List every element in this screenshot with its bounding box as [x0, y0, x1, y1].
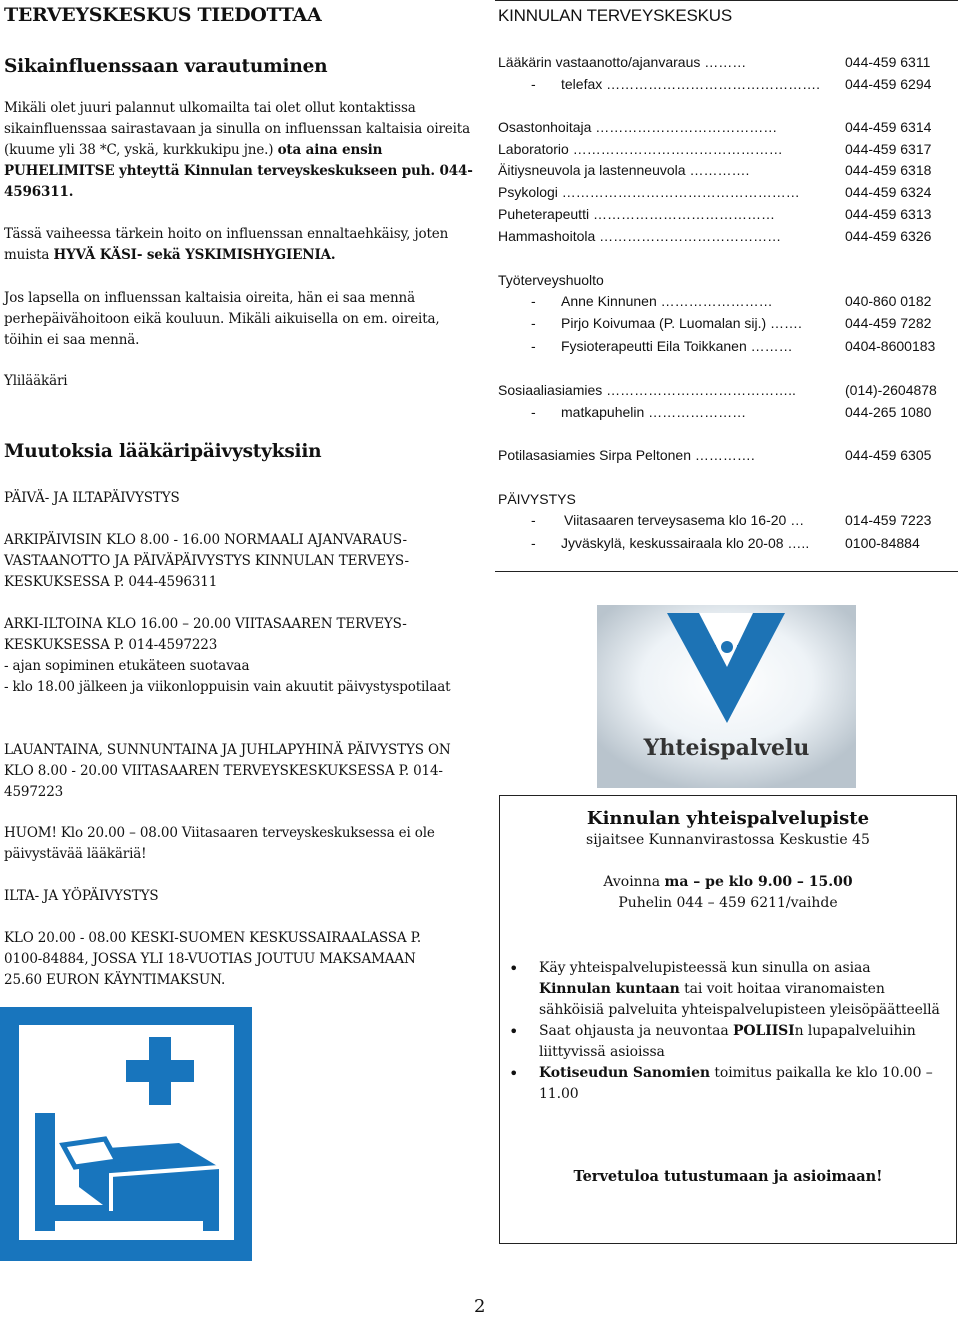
row-occ-3-number: 0404-8600183 — [845, 338, 936, 354]
row-occ-2-dash: - — [531, 315, 536, 331]
row-speech-number: 044-459 6313 — [845, 206, 932, 222]
occ-health-title: Työterveyshuolto — [498, 272, 604, 288]
row-duty-2-number: 0100-84884 — [845, 535, 920, 551]
row-duty-1 — [498, 512, 960, 532]
row-psych-number: 044-459 6324 — [845, 184, 932, 200]
row-doctor — [498, 54, 960, 74]
row-duty-1-number: 014-459 7223 — [845, 512, 932, 528]
service-bullet-1 — [499, 958, 941, 1021]
duty-section-title: PÄIVYSTYS — [498, 491, 576, 507]
flu-paragraph-3: Jos lapsella on influenssan kaltaisia oireita, hän ei saa mennä perhepäivähoitoon eikä kouluun. Mikäli aikuisella on em. oireita, töihin ei saa mennä. — [4, 290, 440, 348]
row-speech-label: Puheterapeutti ………………………………… — [498, 206, 775, 222]
duty-evening: ARKI-ILTOINA KLO 16.00 – 20.00 VIITASAAREN TERVEYS-KESKUKSESSA P. 014-4597223 — [4, 616, 407, 653]
row-ombudsman-label: Potilasasiamies Sirpa Peltonen …………. — [498, 447, 755, 463]
row-dental-label: Hammashoitola ………………………………… — [498, 228, 782, 244]
flu-title: Sikainfluenssaan varautuminen — [4, 56, 328, 77]
duty-weekend: LAUANTAINA, SUNNUNTAINA JA JUHLAPYHINÄ PÄIVYSTYS ON KLO 8.00 - 20.00 VIITASAAREN TERVEYSKESKUKSESSA P. 014-4597223 — [4, 742, 451, 800]
service-bullet-1-bold: Kinnulan kuntaan — [539, 981, 680, 997]
row-occ-3 — [498, 338, 960, 358]
row-doctor-label: Lääkärin vastaanotto/ajanvaraus ……… — [498, 54, 747, 70]
row-occ-1 — [498, 293, 960, 313]
row-lab-label: Laboratorio ……………………………………… — [498, 141, 783, 157]
flu-p2-bold: HYVÄ KÄSI- sekä YSKIMISHYGIENIA. — [53, 247, 336, 263]
duty-evening-note-2: - klo 18.00 jälkeen ja viikonloppuisin vain akuutit päivystyspotilaat — [4, 679, 451, 695]
row-dental-number: 044-459 6326 — [845, 228, 932, 244]
row-fax-label: telefax ………………………………………. — [561, 76, 821, 92]
row-occ-2-number: 044-459 7282 — [845, 315, 932, 331]
service-bullet-3 — [499, 1063, 941, 1105]
row-duty-2-dash: - — [531, 535, 536, 551]
row-occ-3-label: Fysioterapeutti Eila Toikkanen ……… — [561, 338, 793, 354]
flu-p1-bold: ota aina ensin PUHELIMITSE yhteyttä Kinnulan terveyskeskukseen puh. 044-4596311. — [4, 142, 473, 200]
yhteispalvelu-logo-text: Yhteispalvelu — [643, 735, 810, 761]
directory-title: KINNULAN TERVEYSKESKUS — [498, 6, 732, 25]
service-location: sijaitsee Kunnanvirastossa Keskustie 45 — [586, 832, 870, 848]
directory-bottom-rule — [495, 571, 958, 572]
duty-evening-note-1: - ajan sopiminen etukäteen suotavaa — [4, 658, 250, 674]
row-nurse-label: Osastonhoitaja ………………………………… — [498, 119, 778, 135]
flu-p2-text: Tässä vaiheessa tärkein hoito on influenssan ennaltaehkäisy, joten muista — [4, 226, 449, 263]
row-maternity — [498, 162, 960, 182]
flu-paragraph-2 — [4, 224, 474, 266]
row-maternity-number: 044-459 6318 — [845, 162, 932, 178]
duty-weekday: ARKIPÄIVISIN KLO 8.00 - 16.00 NORMAALI AJANVARAUS-VASTAANOTTO JA PÄIVÄPÄIVYSTYS KINNULAN TERVEYS-KESKUKSESSA P. 044-4596311 — [4, 532, 409, 590]
service-bullet-2-text: Saat ohjausta ja neuvontaa — [539, 1023, 733, 1039]
row-speech — [498, 206, 960, 226]
service-title: Kinnulan yhteispalvelupiste — [586, 808, 870, 829]
row-nurse — [498, 119, 960, 139]
service-bullet-3-rest: toimitus paikalla ke klo 10.00 – 11.00 — [539, 1065, 933, 1102]
row-duty-2 — [498, 535, 960, 555]
service-bullet-3-bold: Kotiseudun Sanomien — [539, 1065, 710, 1081]
service-list — [499, 958, 941, 1105]
service-bullet-1-text: Käy yhteispalvelupisteessä kun sinulla on asiaa — [539, 960, 871, 976]
service-phone: Puhelin 044 – 459 6211/vaihde — [618, 895, 838, 911]
service-bullet-2 — [499, 1021, 941, 1063]
row-occ-2 — [498, 315, 960, 335]
row-social-mobile-number: 044-265 1080 — [845, 404, 932, 420]
service-bullet-2-bold: POLIISI — [733, 1023, 795, 1039]
page-number: 2 — [474, 1296, 486, 1317]
flu-p1-text: Mikäli olet juuri palannut ulkomailta tai olet ollut kontaktissa sikainfluenssaa sairastavaan ja sinulla on influenssan kaltaisia oireita (kuume yli 38 *C, yskä, kurkkukipu jne.) — [4, 100, 470, 158]
duty-night: KLO 20.00 - 08.00 KESKI-SUOMEN KESKUSSAIRAALASSA P. 0100-84884, JOSSA YLI 18-VUOTIAS JOUTUU MAKSAMAAN 25.60 EURON KÄYNTIMAKSUN. — [4, 930, 421, 988]
row-fax — [498, 76, 960, 96]
row-nurse-number: 044-459 6314 — [845, 119, 932, 135]
row-dental — [498, 228, 960, 248]
service-hours — [499, 874, 957, 890]
row-lab-number: 044-459 6317 — [845, 141, 932, 157]
row-social-label: Sosiaaliasiamies ………………………………….. — [498, 382, 796, 398]
row-duty-1-label: Viitasaaren terveysasema klo 16-20 … — [564, 512, 805, 528]
service-hours-time: ma – pe klo 9.00 – 15.00 — [664, 874, 853, 890]
service-hours-label: Avoinna — [603, 874, 665, 890]
row-ombudsman-number: 044-459 6305 — [845, 447, 932, 463]
row-maternity-label: Äitiysneuvola ja lastenneuvola …………. — [498, 162, 750, 178]
row-fax-number: 044-459 6294 — [845, 76, 932, 92]
row-occ-1-label: Anne Kinnunen …………………… — [561, 293, 773, 309]
directory-top-rule — [495, 0, 958, 1]
yhteispalvelu-logo — [597, 605, 856, 788]
hospital-bed-sign-inner — [19, 1025, 234, 1240]
flu-paragraph-1 — [4, 98, 474, 203]
row-doctor-number: 044-459 6311 — [845, 54, 931, 70]
row-duty-2-label: Jyväskylä, keskussairaala klo 20-08 ….. — [561, 535, 810, 551]
row-psych-label: Psykologi …………………………………………… — [498, 184, 800, 200]
row-lab — [498, 141, 960, 161]
duty-title: Muutoksia lääkäripäivystyksiin — [4, 441, 322, 462]
row-social — [498, 382, 960, 402]
row-ombudsman — [498, 447, 960, 467]
service-bullet-1-rest: tai voit hoitaa viranomaisten sähköisiä palveluita yhteispalvelupisteen yleisöpäätteellä — [539, 981, 940, 1018]
service-welcome: Tervetuloa tutustumaan ja asioimaan! — [573, 1168, 883, 1185]
row-fax-dash: - — [531, 76, 536, 92]
duty-note: HUOM! Klo 20.00 – 08.00 Viitasaaren terveyskeskuksessa ei ole päivystävää lääkäriä! — [4, 825, 435, 862]
row-occ-3-dash: - — [531, 338, 536, 354]
newsletter-header: TERVEYSKESKUS TIEDOTTAA — [4, 4, 322, 26]
signature: Ylilääkäri — [4, 373, 68, 389]
duty-subtitle-night: ILTA- JA YÖPÄIVYSTYS — [4, 888, 159, 904]
row-social-mobile — [498, 404, 960, 424]
row-social-number: (014)-2604878 — [845, 382, 937, 398]
row-social-mobile-label: matkapuhelin ………………… — [561, 404, 747, 420]
row-occ-2-label: Pirjo Koivumaa (P. Luomalan sij.) ……. — [561, 315, 802, 331]
row-social-mobile-dash: - — [531, 404, 536, 420]
bed-icon — [19, 1025, 234, 1240]
row-occ-1-number: 040-860 0182 — [845, 293, 932, 309]
duty-subtitle-day: PÄIVÄ- JA ILTAPÄIVYSTYS — [4, 490, 180, 506]
row-duty-1-dash: - — [531, 512, 536, 528]
row-psych — [498, 184, 960, 204]
service-bullet-2-rest: n lupapalveluihin liittyvissä asioissa — [539, 1023, 916, 1060]
row-occ-1-dash: - — [531, 293, 536, 309]
